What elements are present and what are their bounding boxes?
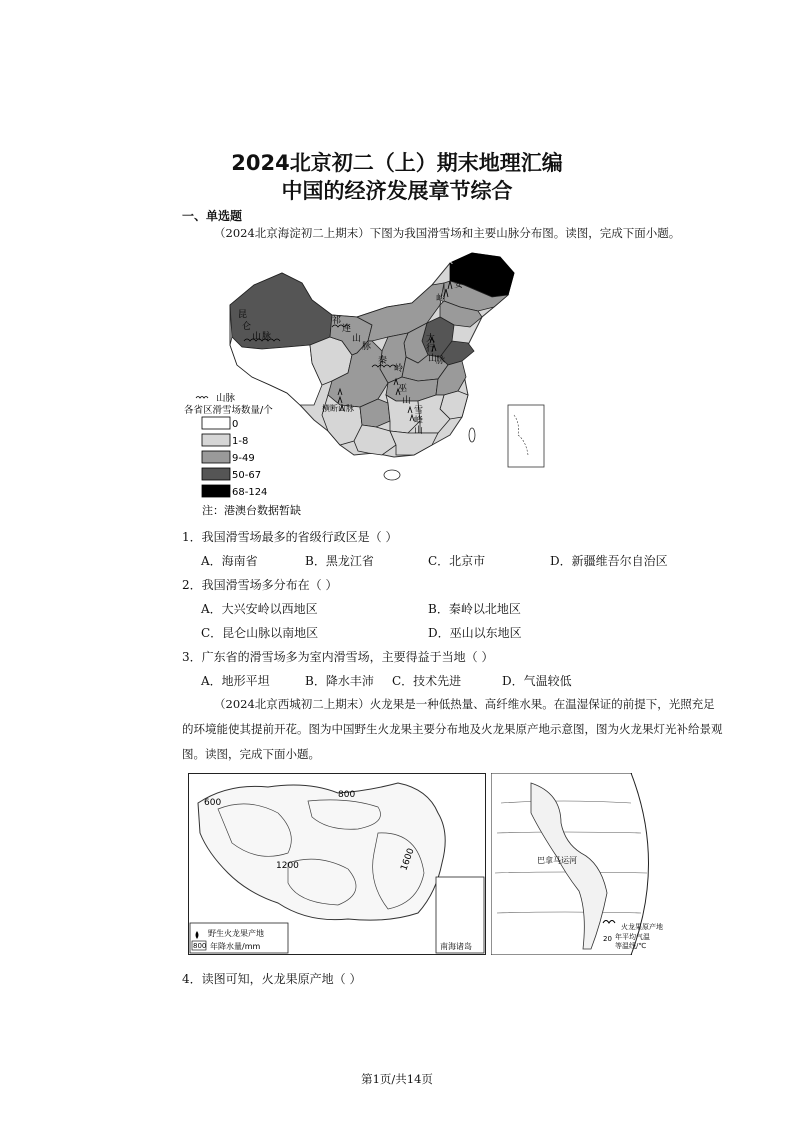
map-label-qi: 祁 [332,316,342,326]
q2-stem: 2．我国滑雪场多分布在（ ） [182,578,338,592]
q1-option-a[interactable]: A．海南省 [201,554,258,568]
ski-resort-map [182,245,582,520]
precipitation-map [188,773,486,955]
map-label-shan5: 山 [428,354,438,364]
legend-swatch [202,417,230,429]
map-label-hengduan: 横断山脉 [322,404,354,413]
intro-paragraph-2: （2024北京西城初二上期末）火龙果是一种低热量、高纤维水果。在温湿保证的前提下，光照充足的环境能使其提前开花。图为中国野生火龙果主要分布地及火龙果原产地示意图，图为火龙果灯光补给景观图。读图，完成下面小题。 [182,697,723,761]
contour-label-800: 800 [338,790,356,800]
doc-title-line2: 中国的经济发展章节综合 [281,179,513,203]
q2-option-c[interactable]: C．昆仑山脉以南地区 [201,626,319,640]
doc-title-line1: 2024北京初二（上）期末地理汇编 [231,151,563,175]
map-label-ling2: 岭 [436,294,446,304]
map2-inset-label: 南海诸岛 [440,942,472,951]
map-label-mai1: 脉 [262,332,272,342]
map-label-mai3: 脉 [436,356,446,366]
legend-mountain-label: 山脉 [216,393,236,404]
map-label-tai: 太 [426,334,436,344]
map-region-hainan [384,470,400,480]
page-footer: 第1页/共14页 [361,1072,433,1086]
legend-swatch-label: 9-49 [232,453,255,464]
map3-legend-iso: 等温线/℃ [615,942,647,950]
map3-legend-origin: 火龙果原产地 [621,923,663,931]
legend-swatch-label: 68-124 [232,487,268,498]
section-heading: 一、单选题 [182,209,243,223]
map-label-shan3: 山 [402,396,412,406]
map-label-shan4: 山 [414,426,424,436]
q3-option-c[interactable]: C．技术先进 [392,674,462,688]
map-label-xue: 雪 [414,406,424,416]
map-label-wu: 巫 [398,384,408,394]
map-label-qin: 秦 [378,356,388,366]
map-note: 注：港澳台数据暂缺 [202,504,301,517]
map-label-lian: 连 [342,324,352,334]
legend-title: 各省区滑雪场数量/个 [184,405,273,416]
map2-legend-value: 800 [193,942,207,950]
q4-stem: 4．读图可知，火龙果原产地（ ） [182,972,362,986]
panama-canal-label: 巴拿马运河 [537,856,577,865]
map-region-taiwan [469,428,475,442]
map-label-ling: 岭 [394,364,404,374]
q2-option-b[interactable]: B．秦岭以北地区 [428,602,521,616]
legend-swatch [202,468,230,480]
q3-option-a[interactable]: A．地形平坦 [201,674,270,688]
q1-option-d[interactable]: D．新疆维吾尔自治区 [550,554,668,568]
map-label-shan2: 山 [352,334,362,344]
q3-option-b[interactable]: B．降水丰沛 [305,674,374,688]
q2-option-d[interactable]: D．巫山以东地区 [428,626,522,640]
legend-swatch-label: 0 [232,419,239,430]
map-label-shan1: 山 [252,332,262,342]
map-label-kun: 昆 [238,310,248,320]
map3-legend-temp: 年平均气温 [615,933,650,941]
q3-stem: 3．广东省的滑雪场多为室内滑雪场，主要得益于当地（ ） [182,650,494,664]
q1-option-c[interactable]: C．北京市 [428,554,486,568]
q1-option-b[interactable]: B．黑龙江省 [305,554,374,568]
legend-swatch [202,485,230,497]
map-label-da: 大 [444,256,454,266]
map-label-xing2: 兴 [452,268,462,278]
legend-swatch-label: 50-67 [232,470,262,481]
map2-legend-precip: 年降水量/mm [210,942,261,951]
map-label-lun: 仑 [242,322,252,332]
south-china-sea-inset [508,405,544,467]
map-label-an: 安 [454,280,464,290]
map2-legend-fruit: 野生火龙果产地 [208,929,264,938]
contour-label-1600: 1600 [399,847,417,873]
map3-legend-value: 20 [603,935,612,943]
contour-label-600: 600 [204,798,222,808]
map-label-feng: 峰 [414,416,424,426]
contour-label-1200: 1200 [276,861,299,871]
intro-paragraph-1: （2024北京海淀初二上期末）下图为我国滑雪场和主要山脉分布图。读图，完成下面小题。 [214,226,681,240]
legend-swatch [202,451,230,463]
map1-legend [184,392,301,517]
q1-stem: 1．我国滑雪场最多的省级行政区是（ ） [182,530,398,544]
americas-map [491,773,666,955]
map-label-xing: 行 [426,344,436,354]
q3-option-d[interactable]: D．气温较低 [502,674,572,688]
q2-option-a[interactable]: A．大兴安岭以西地区 [201,602,318,616]
legend-swatch [202,434,230,446]
map-label-mai2: 脉 [362,342,372,352]
legend-swatch-label: 1-8 [232,436,249,447]
